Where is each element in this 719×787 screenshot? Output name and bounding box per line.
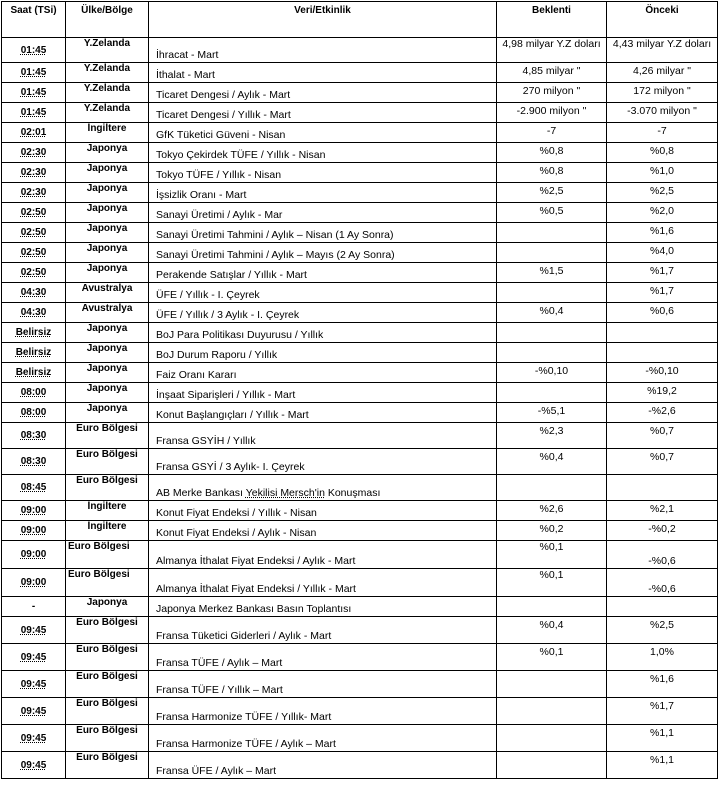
table-row — [2, 644, 718, 671]
expected-cell: -2.900 milyon " — [497, 103, 607, 123]
time-cell: 09:45 — [2, 617, 66, 644]
region-cell: Avustralya — [66, 303, 149, 323]
event-cell: BoJ Durum Raporu / Yıllık — [149, 343, 497, 363]
previous-cell: %19,2 — [607, 383, 718, 403]
previous-cell: %1,1 — [607, 725, 718, 752]
expected-cell — [497, 383, 607, 403]
expected-cell — [497, 597, 607, 617]
time-cell: 09:45 — [2, 644, 66, 671]
expected-cell: %2,3 — [497, 423, 607, 449]
region-cell: Euro Bölgesi — [66, 423, 149, 449]
previous-cell: -7 — [607, 123, 718, 143]
region-cell: Euro Bölgesi — [66, 569, 149, 597]
previous-cell: %0,6 — [607, 303, 718, 323]
expected-cell: %1,5 — [497, 263, 607, 283]
event-cell: İnşaat Siparişleri / Yıllık - Mart — [149, 383, 497, 403]
header-event: Veri/Etkinlik — [149, 2, 497, 38]
time-cell: 09:00 — [2, 521, 66, 541]
region-cell: İngiltere — [66, 123, 149, 143]
event-cell: Konut Başlangıçları / Yıllık - Mart — [149, 403, 497, 423]
previous-cell: %4,0 — [607, 243, 718, 263]
event-text-underlined: Yekilisi Mersch'in — [245, 487, 325, 499]
previous-cell: %2,5 — [607, 617, 718, 644]
table-row — [2, 521, 718, 541]
event-cell: Japonya Merkez Bankası Basın Toplantısı — [149, 597, 497, 617]
time-cell: 02:30 — [2, 163, 66, 183]
previous-cell: 172 milyon " — [607, 83, 718, 103]
region-cell: Japonya — [66, 323, 149, 343]
previous-cell: -%0,6 — [607, 541, 718, 569]
expected-cell: -%5,1 — [497, 403, 607, 423]
previous-cell: 4,43 milyar Y.Z doları — [607, 38, 718, 63]
table-row — [2, 83, 718, 103]
event-cell: ÜFE / Yıllık / 3 Aylık - I. Çeyrek — [149, 303, 497, 323]
table-row — [2, 597, 718, 617]
time-cell: 08:30 — [2, 449, 66, 475]
table-row — [2, 501, 718, 521]
event-cell: Fransa GSYİH / Yıllık — [149, 423, 497, 449]
event-text-post: Konuşması — [324, 487, 381, 499]
previous-cell: -3.070 milyon " — [607, 103, 718, 123]
event-cell: Tokyo TÜFE / Yıllık - Nisan — [149, 163, 497, 183]
event-cell: Ticaret Dengesi / Aylık - Mart — [149, 83, 497, 103]
time-cell: 01:45 — [2, 63, 66, 83]
previous-cell: %0,7 — [607, 423, 718, 449]
table-row — [2, 123, 718, 143]
expected-cell: %0,8 — [497, 163, 607, 183]
time-cell: 09:45 — [2, 698, 66, 725]
region-cell: Y.Zelanda — [66, 63, 149, 83]
region-cell: Euro Bölgesi — [66, 475, 149, 501]
expected-cell: %2,5 — [497, 183, 607, 203]
previous-cell: %1,7 — [607, 283, 718, 303]
table-row — [2, 383, 718, 403]
time-cell: 02:50 — [2, 203, 66, 223]
event-cell: Sanayi Üretimi Tahmini / Aylık – Nisan (1 Ay Sonra) — [149, 223, 497, 243]
event-cell: Fransa TÜFE / Aylık – Mart — [149, 644, 497, 671]
expected-cell: %2,6 — [497, 501, 607, 521]
event-cell: Ticaret Dengesi / Yıllık - Mart — [149, 103, 497, 123]
time-cell: 08:30 — [2, 423, 66, 449]
region-cell: Japonya — [66, 223, 149, 243]
table-row — [2, 263, 718, 283]
previous-cell: -%0,10 — [607, 363, 718, 383]
table-row — [2, 303, 718, 323]
region-cell: Japonya — [66, 597, 149, 617]
time-cell: 02:01 — [2, 123, 66, 143]
table-row — [2, 725, 718, 752]
region-cell: Avustralya — [66, 283, 149, 303]
previous-cell: %1,7 — [607, 698, 718, 725]
event-text-pre: AB Merke Bankası — [156, 487, 246, 499]
previous-cell: %1,6 — [607, 223, 718, 243]
economic-calendar-table — [1, 1, 718, 779]
expected-cell — [497, 725, 607, 752]
expected-cell: 4,98 milyar Y.Z doları — [497, 38, 607, 63]
table-row — [2, 103, 718, 123]
event-cell: İşsizlik Oranı - Mart — [149, 183, 497, 203]
table-row — [2, 449, 718, 475]
region-cell: Japonya — [66, 383, 149, 403]
header-time: Saat (TSi) — [2, 2, 66, 38]
region-cell: Japonya — [66, 203, 149, 223]
region-cell: Japonya — [66, 403, 149, 423]
previous-cell: %1,1 — [607, 752, 718, 779]
event-cell: Konut Fiyat Endeksi / Aylık - Nisan — [149, 521, 497, 541]
event-cell: Fransa TÜFE / Yıllık – Mart — [149, 671, 497, 698]
expected-cell: %0,1 — [497, 644, 607, 671]
region-cell: Euro Bölgesi — [66, 541, 149, 569]
expected-cell — [497, 243, 607, 263]
time-cell: 01:45 — [2, 103, 66, 123]
expected-cell — [497, 223, 607, 243]
previous-cell: -%0,6 — [607, 569, 718, 597]
time-cell: 09:45 — [2, 752, 66, 779]
region-cell: Japonya — [66, 143, 149, 163]
expected-cell — [497, 323, 607, 343]
region-cell: Euro Bölgesi — [66, 449, 149, 475]
event-cell: ÜFE / Yıllık - I. Çeyrek — [149, 283, 497, 303]
time-cell: 01:45 — [2, 38, 66, 63]
expected-cell — [497, 475, 607, 501]
table-row — [2, 363, 718, 383]
previous-cell — [607, 475, 718, 501]
event-cell: Sanayi Üretimi / Aylık - Mar — [149, 203, 497, 223]
table-row — [2, 38, 718, 63]
expected-cell: %0,5 — [497, 203, 607, 223]
event-cell: Almanya İthalat Fiyat Endeksi / Aylık - Mart — [149, 541, 497, 569]
previous-cell: %2,5 — [607, 183, 718, 203]
time-cell: Belirsiz — [2, 343, 66, 363]
expected-cell — [497, 343, 607, 363]
table-row — [2, 343, 718, 363]
region-cell: Euro Bölgesi — [66, 698, 149, 725]
table-row — [2, 63, 718, 83]
table-row — [2, 243, 718, 263]
event-cell: Fransa GSYİ / 3 Aylık- I. Çeyrek — [149, 449, 497, 475]
time-cell: 08:00 — [2, 383, 66, 403]
region-cell: İngiltere — [66, 501, 149, 521]
expected-cell: -7 — [497, 123, 607, 143]
header-row — [2, 2, 718, 38]
table-row — [2, 423, 718, 449]
expected-cell — [497, 671, 607, 698]
time-cell: 09:00 — [2, 569, 66, 597]
event-cell: Almanya İthalat Fiyat Endeksi / Yıllık - Mart — [149, 569, 497, 597]
table-row — [2, 569, 718, 597]
previous-cell — [607, 323, 718, 343]
region-cell: Y.Zelanda — [66, 38, 149, 63]
region-cell: Y.Zelanda — [66, 103, 149, 123]
event-cell: Konut Fiyat Endeksi / Yıllık - Nisan — [149, 501, 497, 521]
region-cell: Euro Bölgesi — [66, 644, 149, 671]
time-cell: 02:50 — [2, 223, 66, 243]
region-cell: Japonya — [66, 183, 149, 203]
previous-cell: -%2,6 — [607, 403, 718, 423]
table-row — [2, 475, 718, 501]
event-cell: Fransa ÜFE / Aylık – Mart — [149, 752, 497, 779]
time-cell: 09:00 — [2, 541, 66, 569]
region-cell: Euro Bölgesi — [66, 671, 149, 698]
time-cell: 09:45 — [2, 671, 66, 698]
previous-cell: -%0,2 — [607, 521, 718, 541]
region-cell: Japonya — [66, 343, 149, 363]
time-cell: 02:30 — [2, 183, 66, 203]
event-cell: Perakende Satışlar / Yıllık - Mart — [149, 263, 497, 283]
table-row — [2, 671, 718, 698]
event-cell: İthalat - Mart — [149, 63, 497, 83]
previous-cell — [607, 343, 718, 363]
header-expected: Beklenti — [497, 2, 607, 38]
table-row — [2, 752, 718, 779]
expected-cell: 270 milyon " — [497, 83, 607, 103]
previous-cell: 4,26 milyar " — [607, 63, 718, 83]
time-cell: 02:50 — [2, 243, 66, 263]
expected-cell: %0,1 — [497, 541, 607, 569]
time-cell: Belirsiz — [2, 363, 66, 383]
time-cell: 09:00 — [2, 501, 66, 521]
time-cell: 08:45 — [2, 475, 66, 501]
region-cell: Japonya — [66, 163, 149, 183]
previous-cell: 1,0% — [607, 644, 718, 671]
event-cell: Fransa Tüketici Giderleri / Aylık - Mart — [149, 617, 497, 644]
expected-cell — [497, 752, 607, 779]
expected-cell: %0,2 — [497, 521, 607, 541]
table-row — [2, 617, 718, 644]
event-cell: BoJ Para Politikası Duyurusu / Yıllık — [149, 323, 497, 343]
time-cell: - — [2, 597, 66, 617]
header-previous: Önceki — [607, 2, 718, 38]
expected-cell: %0,4 — [497, 449, 607, 475]
expected-cell: -%0,10 — [497, 363, 607, 383]
expected-cell: 4,85 milyar " — [497, 63, 607, 83]
event-cell: İhracat - Mart — [149, 38, 497, 63]
previous-cell: %0,8 — [607, 143, 718, 163]
table-row — [2, 203, 718, 223]
event-cell — [149, 475, 497, 501]
event-cell: Tokyo Çekirdek TÜFE / Yıllık - Nisan — [149, 143, 497, 163]
region-cell: Euro Bölgesi — [66, 617, 149, 644]
region-cell: Japonya — [66, 363, 149, 383]
previous-cell: %0,7 — [607, 449, 718, 475]
previous-cell: %2,0 — [607, 203, 718, 223]
previous-cell: %2,1 — [607, 501, 718, 521]
time-cell: 09:45 — [2, 725, 66, 752]
previous-cell — [607, 597, 718, 617]
time-cell: 01:45 — [2, 83, 66, 103]
table-row — [2, 283, 718, 303]
event-cell: GfK Tüketici Güveni - Nisan — [149, 123, 497, 143]
previous-cell: %1,0 — [607, 163, 718, 183]
table-row — [2, 183, 718, 203]
table-row — [2, 223, 718, 243]
time-cell: 04:30 — [2, 283, 66, 303]
event-cell: Sanayi Üretimi Tahmini / Aylık – Mayıs (2 Ay Sonra) — [149, 243, 497, 263]
time-cell: 02:30 — [2, 143, 66, 163]
expected-cell: %0,1 — [497, 569, 607, 597]
expected-cell — [497, 283, 607, 303]
table-row — [2, 541, 718, 569]
region-cell: Japonya — [66, 263, 149, 283]
time-cell: 04:30 — [2, 303, 66, 323]
expected-cell — [497, 698, 607, 725]
time-cell: 08:00 — [2, 403, 66, 423]
event-cell: Fransa Harmonize TÜFE / Yıllık- Mart — [149, 698, 497, 725]
table-row — [2, 403, 718, 423]
previous-cell: %1,6 — [607, 671, 718, 698]
event-cell: Fransa Harmonize TÜFE / Aylık – Mart — [149, 725, 497, 752]
table-row — [2, 143, 718, 163]
region-cell: Euro Bölgesi — [66, 725, 149, 752]
region-cell: İngiltere — [66, 521, 149, 541]
table-row — [2, 698, 718, 725]
time-cell: Belirsiz — [2, 323, 66, 343]
region-cell: Japonya — [66, 243, 149, 263]
expected-cell: %0,4 — [497, 617, 607, 644]
expected-cell: %0,8 — [497, 143, 607, 163]
expected-cell: %0,4 — [497, 303, 607, 323]
table-row — [2, 323, 718, 343]
table-row — [2, 163, 718, 183]
time-cell: 02:50 — [2, 263, 66, 283]
region-cell: Y.Zelanda — [66, 83, 149, 103]
previous-cell: %1,7 — [607, 263, 718, 283]
event-cell: Faiz Oranı Kararı — [149, 363, 497, 383]
region-cell: Euro Bölgesi — [66, 752, 149, 779]
header-region: Ülke/Bölge — [66, 2, 149, 38]
